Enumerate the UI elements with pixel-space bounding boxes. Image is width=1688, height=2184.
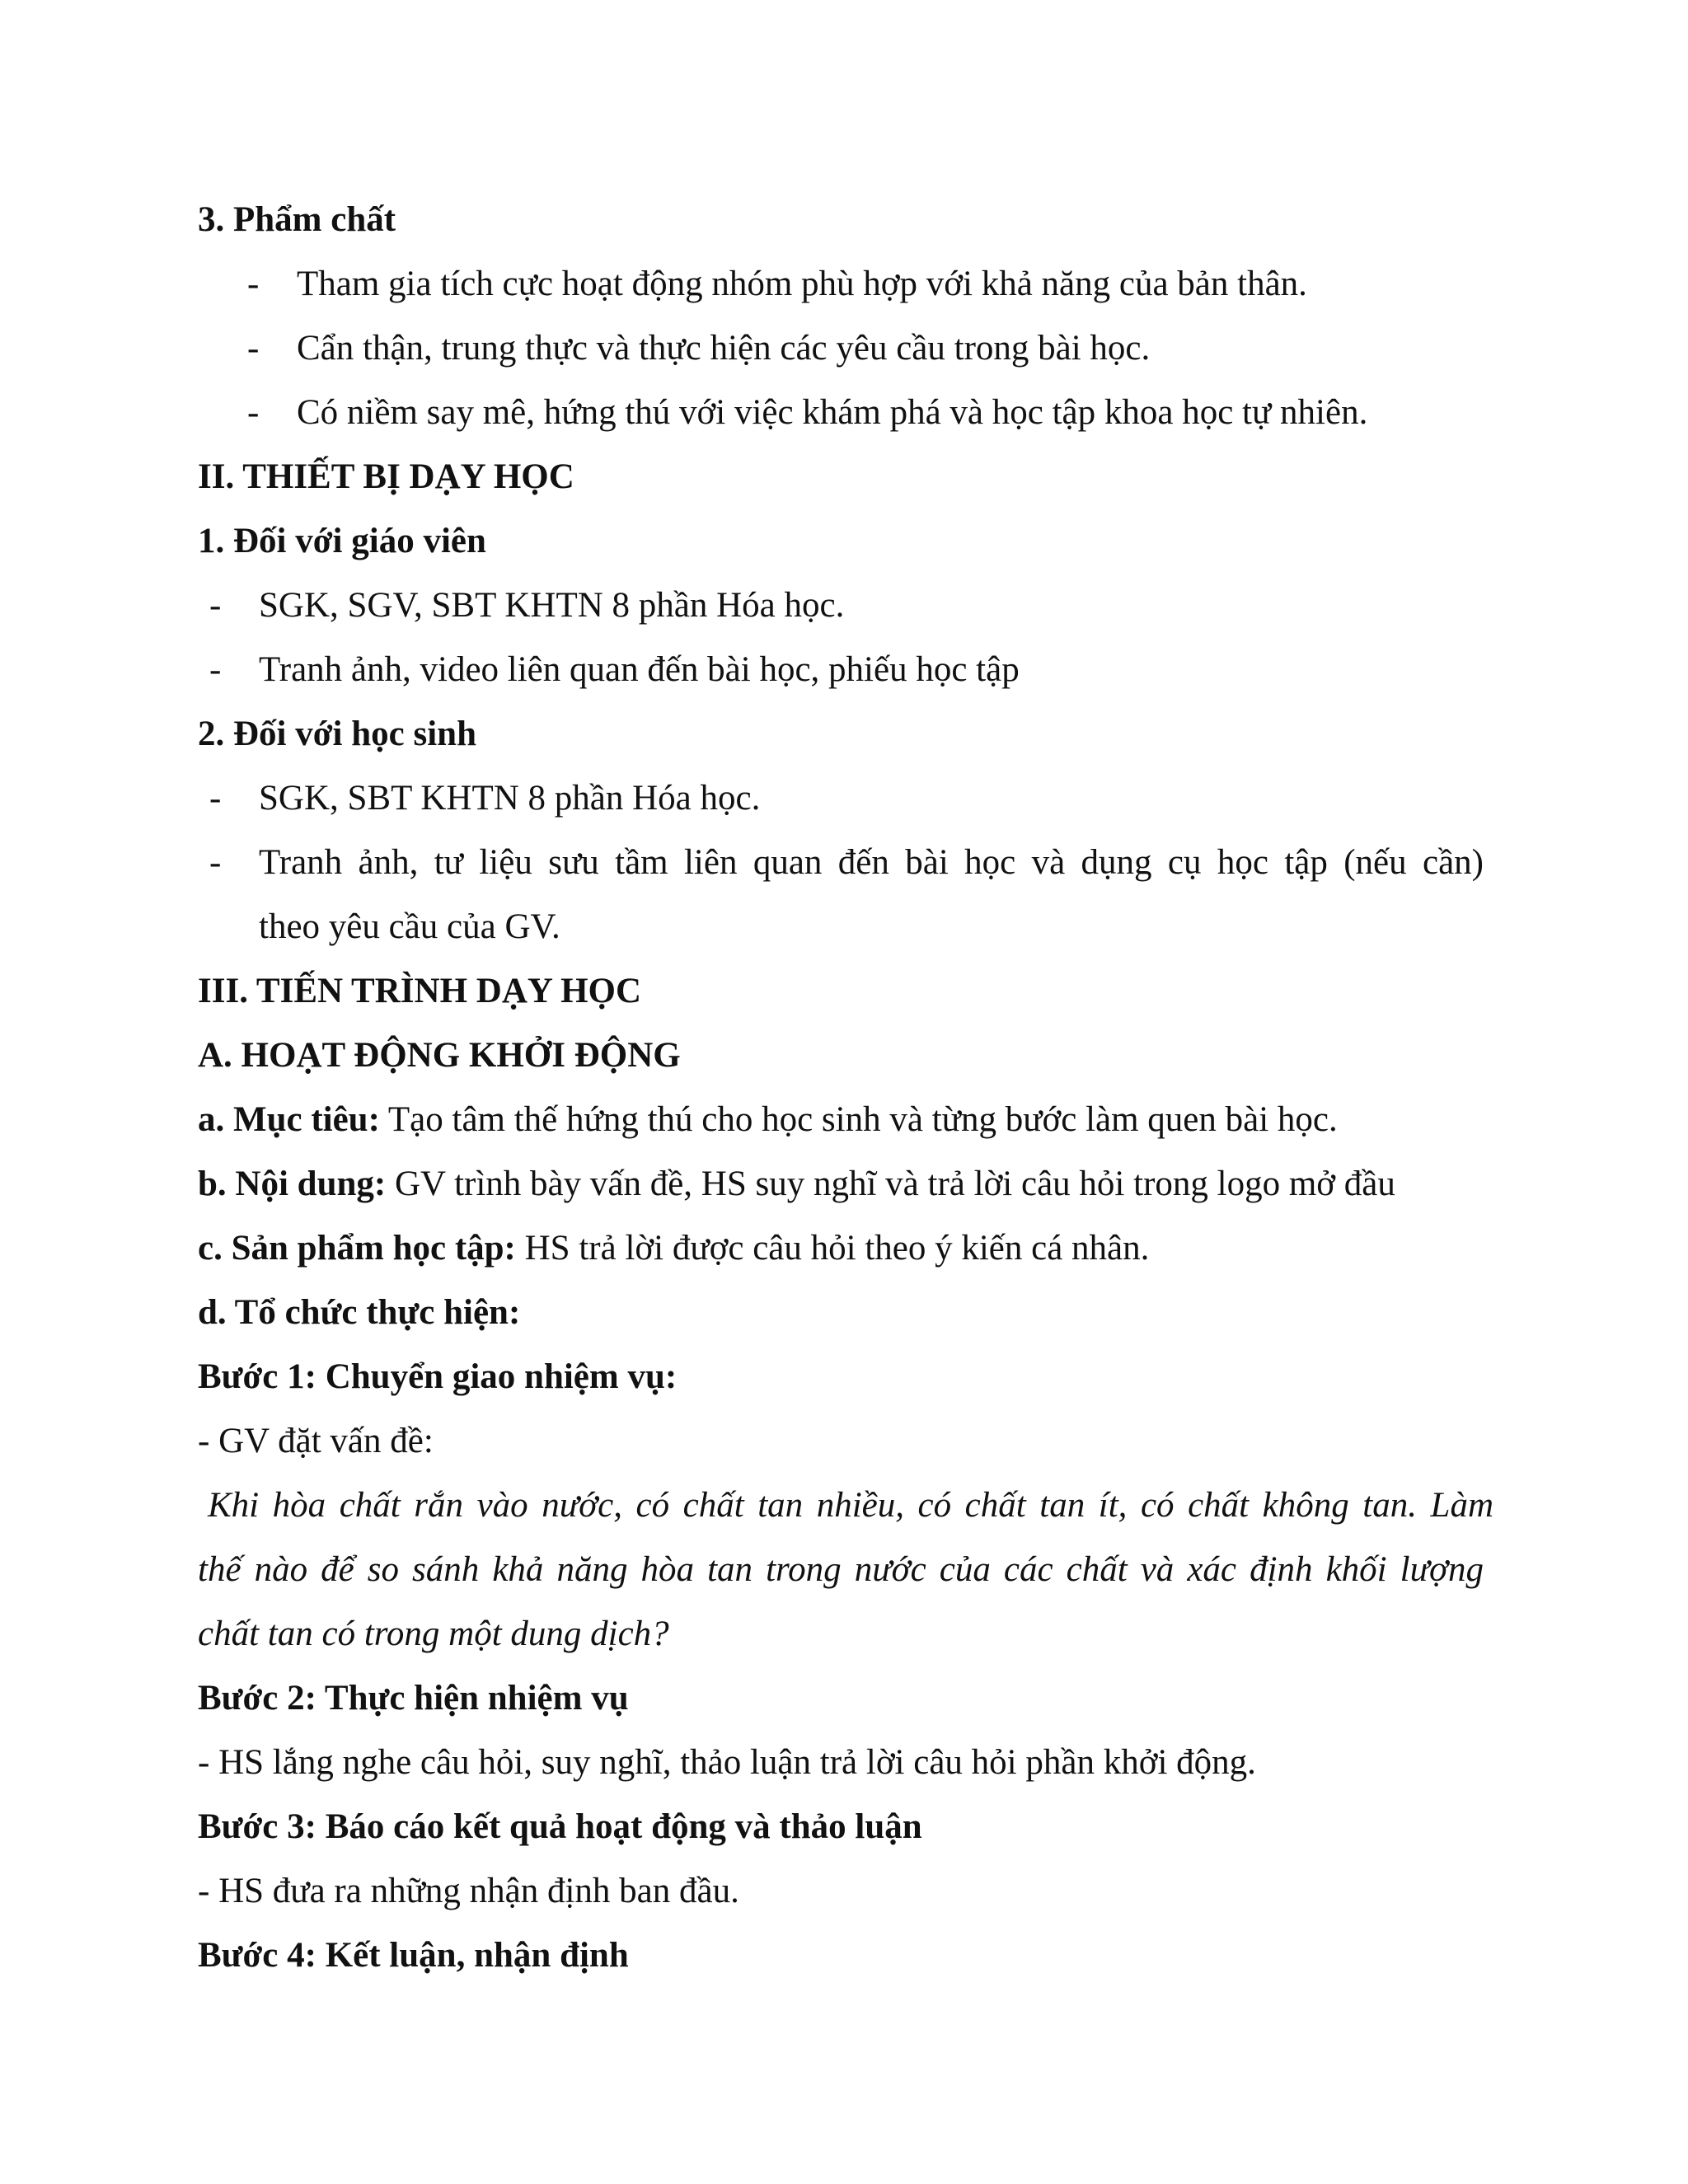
buoc-3-text: - HS đưa ra những nhận định ban đầu. <box>198 1872 739 1910</box>
list-item <box>198 831 1484 895</box>
list-item <box>198 638 1484 702</box>
san-pham-line <box>198 1216 1484 1281</box>
list-item <box>198 316 1484 381</box>
noi-dung-label: b. Nội dung: <box>198 1165 387 1203</box>
bullet-dash: - <box>247 265 260 303</box>
san-pham-text: HS trả lời được câu hỏi theo ý kiến cá nhân. <box>515 1229 1150 1268</box>
list-item-text: SGK, SBT KHTN 8 phần Hóa học. <box>259 779 761 818</box>
question-line: Khi hòa chất rắn vào nước, có chất tan nhiều, có chất tan ít, có chất không tan. Làm <box>208 1486 1493 1525</box>
bullet-dash: - <box>247 393 260 432</box>
to-chuc-heading: d. Tổ chức thực hiện: <box>198 1293 521 1332</box>
bullet-dash: - <box>209 843 222 882</box>
noi-dung-line <box>198 1152 1484 1216</box>
bullet-dash: - <box>209 779 222 818</box>
list-item <box>198 574 1484 638</box>
question-line: thế nào để so sánh khả năng hòa tan trong nước của các chất và xác định khối lượng <box>198 1550 1484 1589</box>
muc-tieu-line <box>198 1088 1484 1152</box>
muc-tieu-text: Tạo tâm thế hứng thú cho học sinh và từng bước làm quen bài học. <box>379 1100 1338 1139</box>
list-item-text: Cẩn thận, trung thực và thực hiện các yêu cầu trong bài học. <box>297 329 1151 368</box>
buoc-2-heading: Bước 2: Thực hiện nhiệm vụ <box>198 1679 629 1718</box>
list-item <box>198 766 1484 831</box>
buoc-2-text: - HS lắng nghe câu hỏi, suy nghĩ, thảo luận trả lời câu hỏi phần khởi động. <box>198 1743 1256 1782</box>
section-heading-tien-trinh: III. TIẾN TRÌNH DẠY HỌC <box>198 972 642 1010</box>
list-item-text: Có niềm say mê, hứng thú với việc khám phá và học tập khoa học tự nhiên. <box>297 393 1368 432</box>
section-heading-pham-chat: 3. Phẩm chất <box>198 200 396 239</box>
question-line: chất tan có trong một dung dịch? <box>198 1615 669 1653</box>
list-item <box>198 381 1484 445</box>
list-item-text: Tranh ảnh, tư liệu sưu tầm liên quan đến bài học và dụng cụ học tập (nếu cần) <box>259 843 1484 882</box>
bullet-dash: - <box>247 329 260 368</box>
section-heading-thiet-bi: II. THIẾT BỊ DẠY HỌC <box>198 457 574 496</box>
list-item-continuation: theo yêu cầu của GV. <box>259 907 560 946</box>
list-item <box>198 252 1484 316</box>
san-pham-label: c. Sản phẩm học tập: <box>198 1229 516 1268</box>
list-item-text: Tranh ảnh, video liên quan đến bài học, phiếu học tập <box>259 650 1020 689</box>
list-item-text: SGK, SGV, SBT KHTN 8 phần Hóa học. <box>259 586 845 625</box>
list-item-text: Tham gia tích cực hoạt động nhóm phù hợp với khả năng của bản thân. <box>297 265 1307 303</box>
bullet-dash: - <box>209 650 222 689</box>
document-content <box>198 188 1493 1988</box>
subheading-giao-vien: 1. Đối với giáo viên <box>198 522 486 560</box>
muc-tieu-label: a. Mục tiêu: <box>198 1100 380 1139</box>
section-heading-khoi-dong: A. HOẠT ĐỘNG KHỞI ĐỘNG <box>198 1036 681 1075</box>
buoc-4-heading: Bước 4: Kết luận, nhận định <box>198 1936 629 1975</box>
buoc-1-heading: Bước 1: Chuyển giao nhiệm vụ: <box>198 1357 678 1396</box>
subheading-hoc-sinh: 2. Đối với học sinh <box>198 715 477 753</box>
bullet-dash: - <box>209 586 222 625</box>
gv-dat-van-de: - GV đặt vấn đề: <box>198 1422 434 1460</box>
buoc-3-heading: Bước 3: Báo cáo kết quả hoạt động và thảo luận <box>198 1807 922 1846</box>
noi-dung-text: GV trình bày vấn đề, HS suy nghĩ và trả lời câu hỏi trong logo mở đầu <box>386 1165 1395 1203</box>
